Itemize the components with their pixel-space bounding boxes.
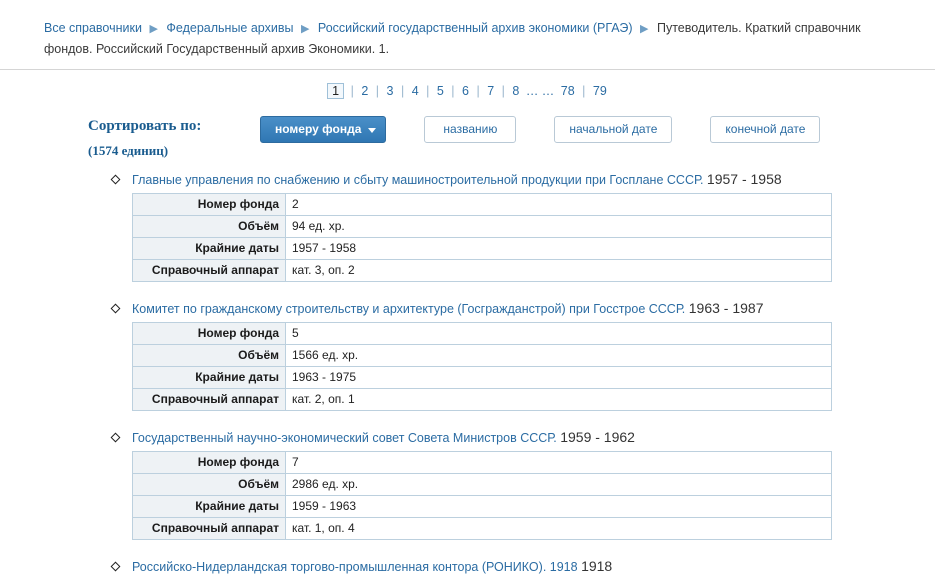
label-dates: Крайние даты [133,496,286,518]
value-dates: 1959 - 1963 [286,496,832,518]
page-link-4[interactable]: 4 [411,84,419,98]
label-dates: Крайние даты [133,238,286,260]
table-row [133,452,832,474]
sort-by-end-date-button[interactable]: конечной дате [710,116,820,143]
header-divider [0,69,935,70]
sort-by-name-button[interactable]: названию [424,116,516,143]
caret-down-icon [368,128,376,133]
value-fund-number: 2 [286,194,832,216]
label-fund-number: Номер фонда [133,452,286,474]
pager-divider: | [350,84,354,98]
breadcrumb [0,0,935,59]
value-apparatus: кат. 2, оп. 1 [286,389,832,411]
fund-title [110,429,935,446]
fund-details-table [132,193,832,282]
value-volume: 94 ед. хр. [286,216,832,238]
list-item [0,300,935,411]
label-volume: Объём [133,345,286,367]
page-link-6[interactable]: 6 [462,84,469,98]
fund-list [0,159,935,575]
label-volume: Объём [133,216,286,238]
label-fund-number: Номер фонда [133,323,286,345]
list-item [0,429,935,540]
value-fund-number: 7 [286,452,832,474]
fund-years: 1918 [581,558,613,574]
sort-buttons [260,114,858,143]
pager-divider: | [501,84,505,98]
fund-title [110,300,935,317]
sort-by-start-date-button[interactable]: начальной дате [554,116,672,143]
breadcrumb-separator-icon: ▶ [300,23,310,35]
table-row [133,345,832,367]
fund-link[interactable]: Государственный научно-экономический совет Совета Министров СССР. [132,431,557,445]
label-fund-number: Номер фонда [133,194,286,216]
result-count: (1574 единиц) [88,143,169,158]
fund-link[interactable]: Главные управления по снабжению и сбыту машиностроительной продукции при Госплане СССР. [132,173,704,187]
table-row [133,389,832,411]
sort-by-fund-number-button[interactable] [260,116,386,143]
label-apparatus: Справочный аппарат [133,260,286,282]
pager-divider: | [476,84,480,98]
list-item [0,558,935,575]
page-link-2[interactable]: 2 [361,84,369,98]
value-fund-number: 5 [286,323,832,345]
table-row [133,194,832,216]
breadcrumb-item-0[interactable]: Все справочники [44,21,142,35]
label-apparatus: Справочный аппарат [133,518,286,540]
page-link-1: 1 [327,83,344,99]
table-row [133,474,832,496]
pager-divider: | [400,84,405,98]
sort-by-fund-number-label: номеру фонда [275,122,362,136]
value-apparatus: кат. 3, оп. 2 [286,260,832,282]
fund-details-table [132,451,832,540]
fund-title [110,558,935,575]
value-apparatus: кат. 1, оп. 4 [286,518,832,540]
page-link-8[interactable]: 8 [512,84,520,98]
breadcrumb-item-1[interactable]: Федеральные архивы [166,21,294,35]
sort-title: Сортировать по: [88,118,202,134]
fund-details-table [132,322,832,411]
list-item [0,171,935,282]
fund-years: 1957 - 1958 [706,171,782,187]
page-link-79[interactable]: 79 [592,84,607,98]
table-row [133,216,832,238]
fund-title [110,171,935,188]
fund-years: 1959 - 1962 [560,429,635,445]
fund-link[interactable]: Российско-Нидерландская торгово-промышленная контора (РОНИКО). 1918 [132,560,578,574]
page-link-5[interactable]: 5 [436,84,444,98]
label-apparatus: Справочный аппарат [133,389,286,411]
table-row [133,367,832,389]
table-row [133,323,832,345]
pager-divider: | [426,84,430,98]
breadcrumb-separator-icon: ▶ [640,23,649,35]
pager-divider: | [375,84,380,98]
page-link-78[interactable]: 78 [560,84,575,98]
pager-divider: | [582,84,586,98]
breadcrumb-separator-icon: ▶ [149,23,158,35]
fund-link[interactable]: Комитет по гражданскому строительству и архитектуре (Госгражданстрой) при Госстрое СССР. [132,302,686,316]
label-dates: Крайние даты [133,367,286,389]
label-volume: Объём [133,474,286,496]
sort-bar [0,108,935,159]
breadcrumb-item-3: Путеводитель. Краткий справочник фондов. Российский Государственный архив Экономики. 1. [44,21,861,56]
table-row [133,238,832,260]
pager-divider: | [451,84,455,98]
value-dates: 1963 - 1975 [286,367,832,389]
value-volume: 2986 ед. хр. [286,474,832,496]
fund-years: 1963 - 1987 [688,300,764,316]
value-dates: 1957 - 1958 [286,238,832,260]
page-link-7[interactable]: 7 [487,84,495,98]
breadcrumb-item-2[interactable]: Российский государственный архив экономики (РГАЭ) [317,21,633,35]
value-volume: 1566 ед. хр. [286,345,832,367]
table-row [133,260,832,282]
table-row [133,496,832,518]
pagination [0,84,935,98]
table-row [133,518,832,540]
sort-label-group [88,114,260,159]
page-link-3[interactable]: 3 [386,84,394,98]
pager-ellipsis: … … [525,84,555,98]
